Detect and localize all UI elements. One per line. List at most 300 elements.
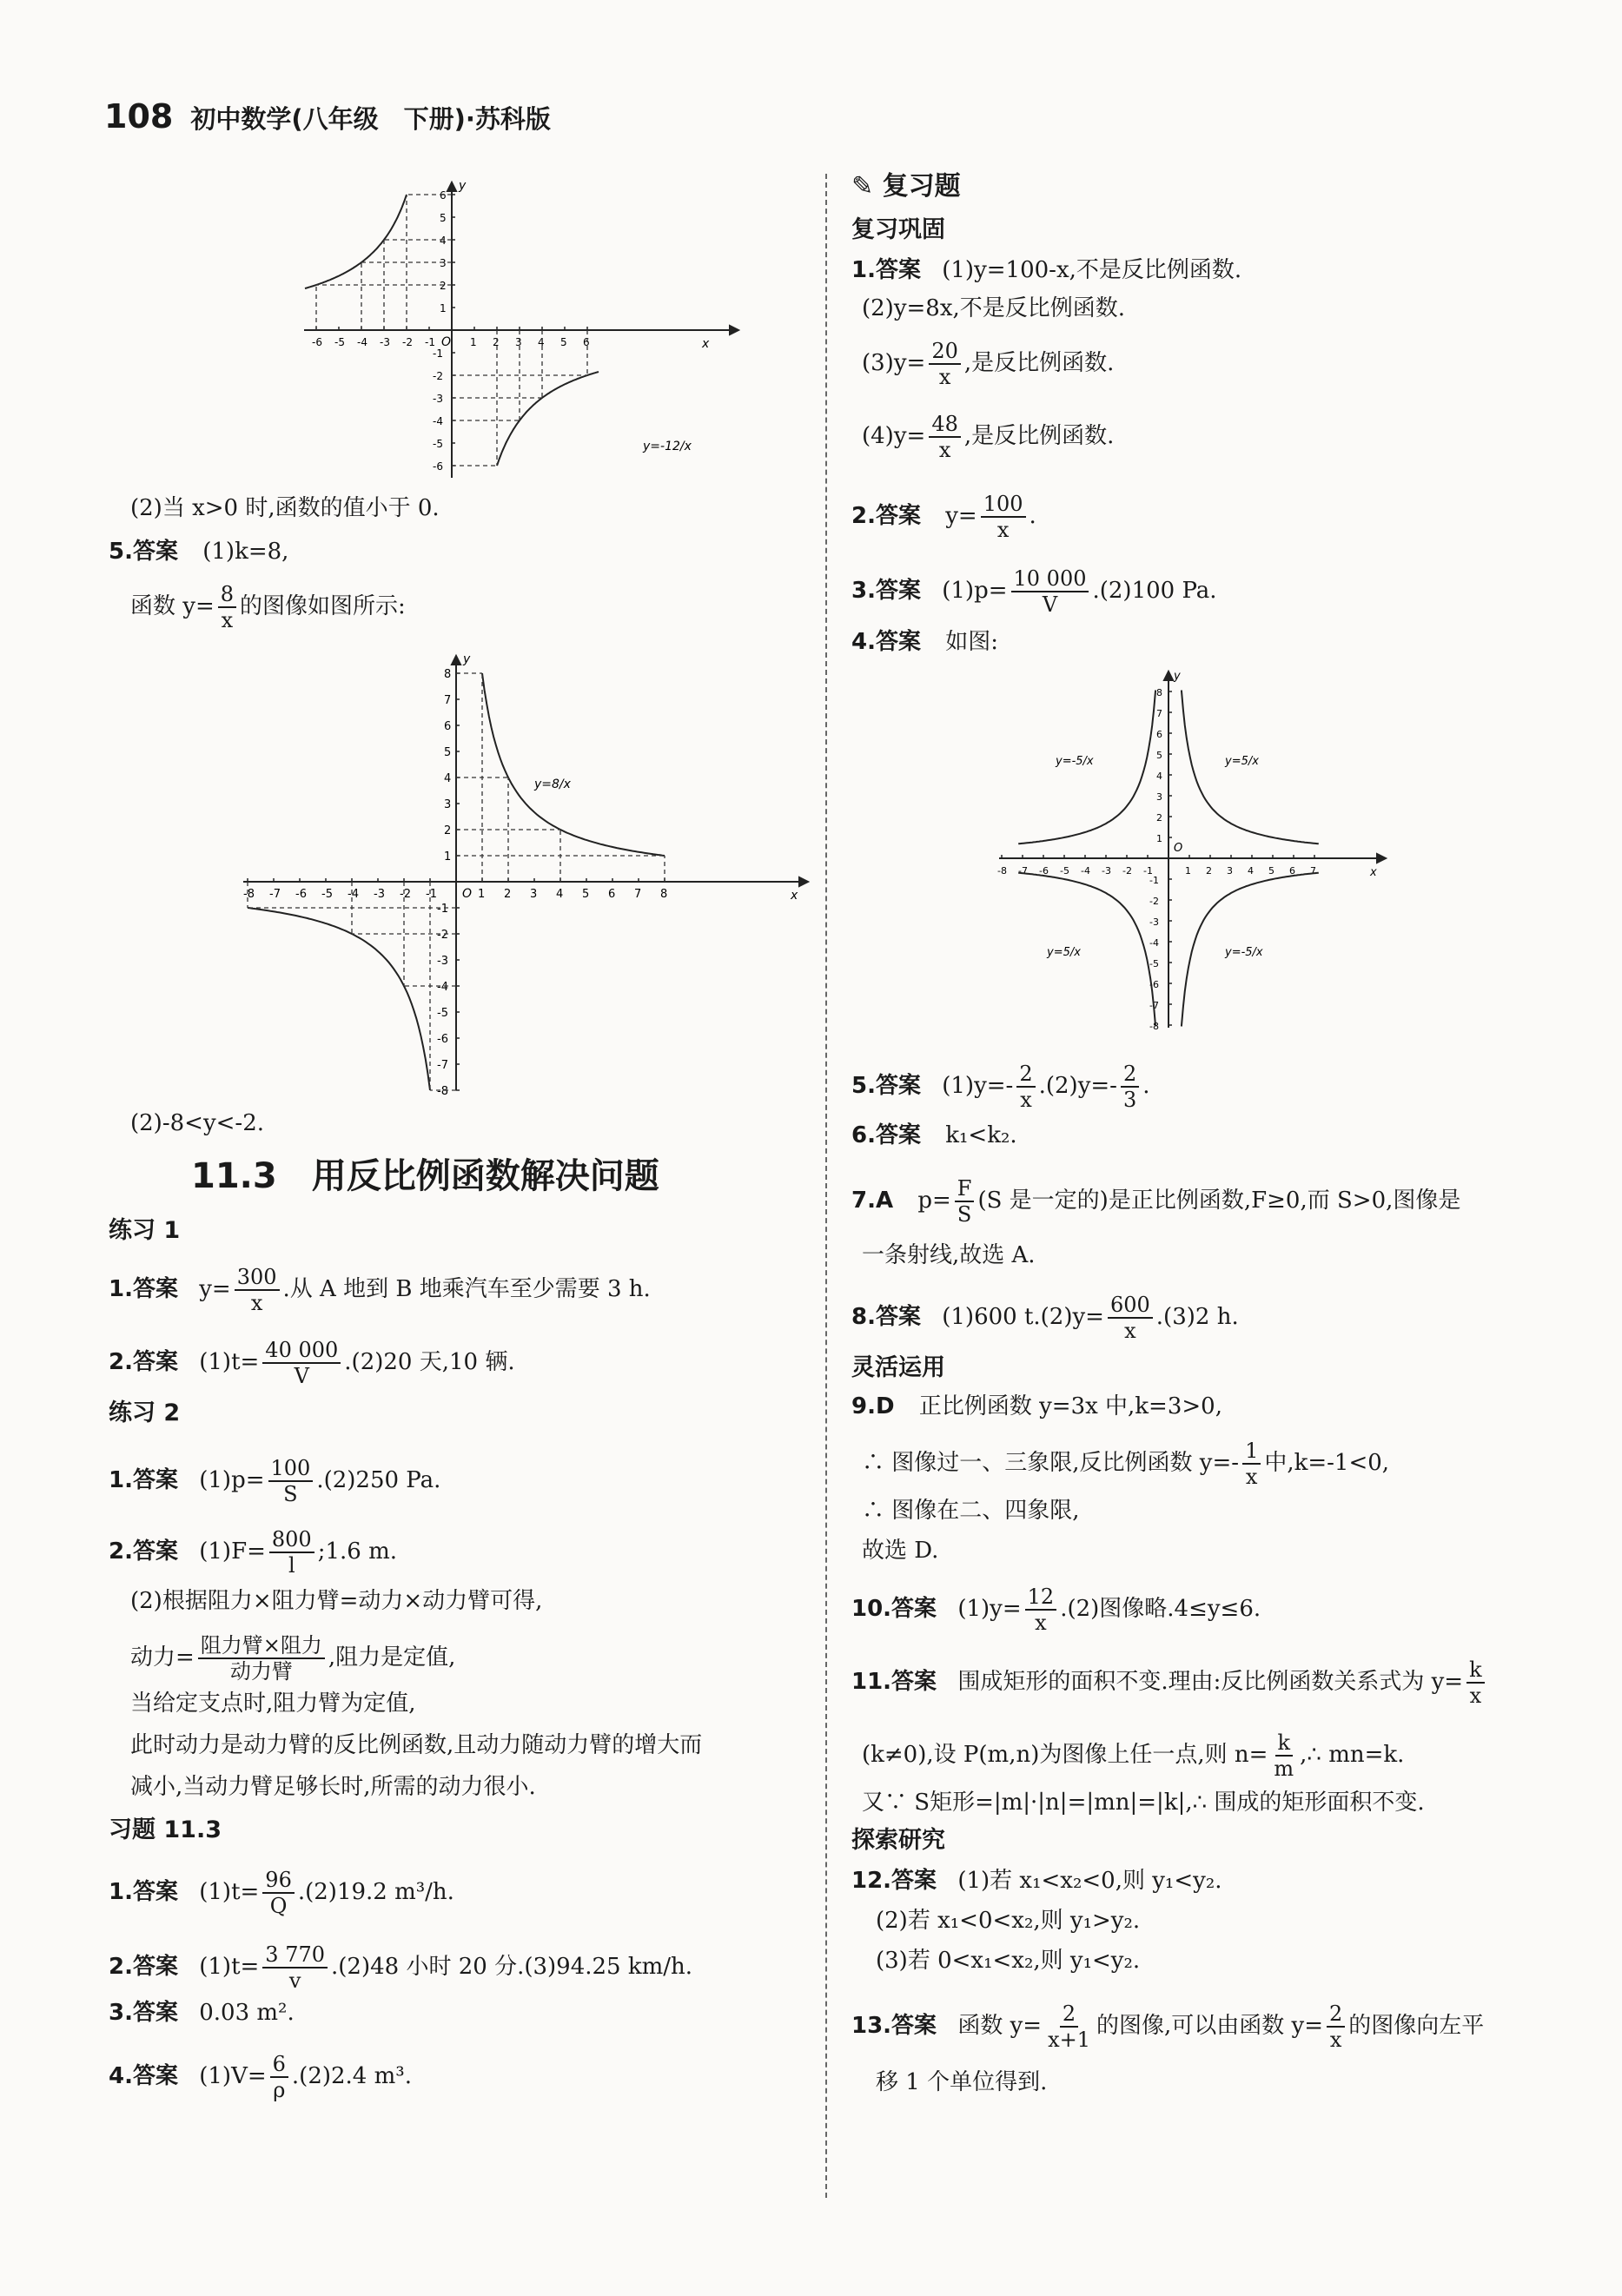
fraction: [955, 1176, 975, 1227]
ex2-line-5: 当给定支点时,阻力臂为定值,: [130, 1691, 416, 1717]
fraction: [262, 1942, 328, 1993]
review-answer-11-3: 又∵ S矩形=|m|·|n|=|mn|=|k|,∴ 围成的矩形面积不变.: [862, 1790, 1425, 1816]
text: y=: [199, 1276, 231, 1302]
graph-y-pm5-over-x: [995, 667, 1394, 1032]
x-tick-label: -4: [357, 336, 367, 348]
review-subheading-3: 探索研究: [851, 1827, 945, 1854]
x-tick-label: 4: [538, 336, 545, 348]
x-tick-label: 7: [634, 888, 642, 901]
label: 1.答案: [109, 1879, 178, 1905]
review-title: 复习题: [882, 171, 961, 202]
hw-answer-2: [109, 1942, 692, 1993]
den: x: [996, 518, 1010, 542]
x-tick-label: -6: [312, 336, 322, 348]
x-tick-label: -6: [295, 888, 307, 901]
den: x: [1469, 1684, 1482, 1708]
text: .(2)2.4 m³.: [291, 2063, 412, 2089]
x-tick-label: 6: [583, 336, 590, 348]
review-answer-13-2: 移 1 个单位得到.: [876, 2069, 1048, 2095]
text: (3)y=: [862, 350, 926, 376]
x-tick-label: -5: [321, 888, 333, 901]
review-answer-9-2: [862, 1439, 1389, 1489]
text: (k≠0),设 P(m,n)为图像上任一点,则 n=: [862, 1742, 1268, 1768]
fraction: [1025, 1585, 1057, 1635]
graph3-label-q1: y=5/x: [1225, 755, 1259, 768]
review-answer-5: [851, 1062, 1150, 1112]
x-tick-label: -8: [997, 865, 1007, 877]
den: 3: [1122, 1088, 1137, 1112]
num: 2: [1016, 1062, 1035, 1088]
text: (4)y=: [862, 423, 926, 449]
text: 的图像向左平: [1348, 2013, 1485, 2039]
text: (1)y=100-x,不是反比例函数.: [942, 257, 1242, 283]
text: .(2)48 小时 20 分.(3)94.25 km/h.: [331, 1954, 693, 1980]
den: ρ: [273, 2078, 286, 2102]
num: 48: [929, 412, 961, 438]
page-header: [104, 97, 551, 136]
x-tick-label: -5: [1060, 865, 1069, 877]
x-tick-label: 7: [1310, 865, 1316, 877]
text: 函数 y=: [130, 593, 215, 619]
num: 1: [1242, 1439, 1261, 1465]
y-tick-label: -5: [437, 1007, 448, 1020]
fraction: [262, 1338, 341, 1388]
fraction: [270, 2052, 288, 2102]
x-tick-label: 1: [478, 888, 486, 901]
num: 96: [262, 1868, 295, 1894]
x-tick-label: 5: [1268, 865, 1274, 877]
den: x: [250, 1291, 263, 1315]
text: 的图像如图所示:: [240, 593, 406, 619]
label: 1.答案: [851, 257, 921, 283]
fraction: [1016, 1062, 1035, 1112]
text: ,∴ mn=k.: [1300, 1742, 1405, 1768]
x-tick-label: 8: [660, 888, 668, 901]
text: 正比例函数 y=3x 中,k=3>0,: [918, 1393, 1222, 1419]
label: 10.答案: [851, 1596, 937, 1622]
text: .: [1029, 503, 1036, 529]
y-tick-label: 2: [440, 280, 447, 292]
review-answer-1-4: [862, 412, 1114, 462]
y-tick-label: -2: [437, 929, 448, 942]
text: y=: [945, 503, 977, 529]
fraction: [1045, 2002, 1093, 2052]
num: k: [1466, 1657, 1485, 1684]
x-tick-label: -2: [402, 336, 413, 348]
review-answer-9-3: ∴ 图像在二、四象限,: [862, 1498, 1080, 1524]
num: 3 770: [262, 1942, 328, 1968]
x-tick-label: -1: [426, 888, 437, 901]
graph3-y-label: y: [1174, 670, 1181, 683]
x-tick-label: 5: [560, 336, 567, 348]
den: S: [283, 1482, 298, 1506]
den: x: [1124, 1319, 1136, 1343]
den: x: [938, 438, 951, 462]
text: (1)t=: [199, 1879, 260, 1905]
label: 12.答案: [851, 1868, 937, 1894]
y-tick-label: 4: [440, 235, 447, 247]
y-tick-label: -4: [433, 415, 443, 427]
y-tick-label: -5: [433, 438, 443, 450]
num: 阻力臂×阻力: [198, 1633, 325, 1659]
den: x: [938, 365, 951, 389]
y-tick-label: 1: [440, 302, 447, 314]
y-tick-label: -7: [1149, 1000, 1159, 1011]
fraction: [218, 582, 236, 632]
fraction: [929, 339, 961, 389]
y-tick-label: 2: [1156, 812, 1162, 824]
review-subheading-1: 复习巩固: [851, 216, 945, 243]
y-tick-label: -5: [1149, 958, 1159, 969]
y-tick-label: 1: [444, 850, 452, 863]
label: 1.答案: [109, 1276, 178, 1302]
text: (1)F=: [199, 1538, 266, 1565]
den: x: [1329, 2028, 1342, 2052]
review-answer-12-2: (2)若 x₁<0<x₂,则 y₁>y₂.: [876, 1908, 1141, 1934]
review-answer-9: [851, 1392, 1222, 1421]
fraction: [269, 1527, 314, 1578]
y-tick-label: 8: [1156, 687, 1162, 698]
den: m: [1274, 1757, 1294, 1781]
ex1-answer-1: [109, 1265, 651, 1315]
fraction: [1466, 1657, 1485, 1708]
x-tick-label: 3: [1227, 865, 1233, 877]
y-tick-label: 5: [1156, 750, 1162, 761]
graph3-label-q2: y=-5/x: [1056, 755, 1094, 768]
graph1-curve-label: y=-12/x: [643, 440, 692, 453]
review-answer-12-3: (3)若 0<x₁<x₂,则 y₁<y₂.: [876, 1948, 1141, 1974]
label: 3.答案: [851, 578, 921, 604]
text: 如图:: [945, 629, 998, 655]
fraction: [1121, 1062, 1139, 1112]
fraction: [1242, 1439, 1261, 1489]
graph1-curve-left: [305, 195, 407, 288]
text: (1)若 x₁<x₂<0,则 y₁<y₂.: [957, 1868, 1222, 1894]
y-tick-label: 6: [444, 720, 452, 733]
den: 动力臂: [229, 1659, 293, 1684]
y-tick-label: 3: [1156, 791, 1162, 803]
den: x+1: [1048, 2028, 1090, 2052]
exercise-1-heading: 练习 1: [109, 1217, 181, 1244]
ex2-line-6: 此时动力是动力臂的反比例函数,且动力随动力臂的增大而: [130, 1732, 703, 1758]
den: x: [1245, 1465, 1258, 1489]
label: 7.A: [851, 1188, 894, 1214]
den: x: [1020, 1088, 1032, 1112]
x-tick-label: 2: [493, 336, 500, 348]
ex2-answer-2: [109, 1527, 397, 1578]
text: (1)y=-: [942, 1073, 1014, 1099]
x-tick-label: 1: [470, 336, 477, 348]
y-tick-label: 2: [444, 824, 452, 837]
x-tick-label: -8: [243, 888, 255, 901]
review-subheading-2: 灵活运用: [851, 1354, 945, 1381]
x-tick-label: -7: [269, 888, 281, 901]
num: 100: [268, 1456, 314, 1482]
left-line-1: (2)当 x>0 时,函数的值小于 0.: [130, 495, 440, 521]
graph2-curve-q3: [248, 908, 430, 1090]
y-tick-label: 6: [1156, 729, 1162, 740]
x-tick-label: -6: [1039, 865, 1049, 877]
fraction: [235, 1265, 280, 1315]
hw-answer-3: [109, 1998, 295, 2028]
review-answer-12: [851, 1866, 1222, 1896]
den: l: [288, 1553, 295, 1578]
graph3-label-q3: y=5/x: [1047, 946, 1081, 959]
num: 600: [1108, 1293, 1153, 1319]
review-answer-1-3: [862, 339, 1114, 389]
y-tick-label: -8: [437, 1085, 448, 1098]
text: (S 是一定的)是正比例函数,F≥0,而 S>0,图像是: [977, 1188, 1461, 1214]
graph3-origin: O: [1174, 842, 1183, 855]
x-tick-label: -4: [348, 888, 359, 901]
column-divider: [825, 174, 827, 2198]
y-tick-label: -4: [1149, 937, 1159, 949]
review-answer-7: [851, 1176, 1460, 1227]
num: 6: [270, 2052, 288, 2078]
x-tick-label: 3: [515, 336, 522, 348]
label: 4.答案: [851, 629, 921, 655]
answer-5-function-row: [130, 582, 406, 632]
text: .(2)100 Pa.: [1092, 578, 1217, 604]
ex2-answer-1: [109, 1456, 440, 1506]
page-number: 108: [104, 97, 174, 136]
text: 0.03 m².: [199, 2000, 295, 2026]
text: .(2)图像略.4≤y≤6.: [1060, 1596, 1261, 1622]
y-tick-label: 5: [444, 746, 452, 759]
graph3-curve-q3: [1018, 873, 1155, 1027]
homework-heading: 习题 11.3: [109, 1816, 222, 1843]
graph3-label-q4: y=-5/x: [1225, 946, 1263, 959]
y-tick-label: 4: [1156, 771, 1162, 782]
text: (1)V=: [199, 2063, 267, 2089]
label: 5.答案: [851, 1073, 921, 1099]
num: 40 000: [262, 1338, 341, 1364]
ex2-line-4: [130, 1633, 455, 1684]
review-answer-10: [851, 1585, 1261, 1635]
hw-answer-1: [109, 1868, 454, 1918]
review-title-row: [851, 172, 961, 202]
answer-5-label: 5.答案: [109, 539, 178, 565]
label: 3.答案: [109, 2000, 178, 2026]
y-tick-label: -6: [1149, 979, 1159, 990]
fraction: [198, 1633, 325, 1684]
answer-5-text: (1)k=8,: [202, 539, 289, 565]
label: 9.D: [851, 1393, 895, 1419]
y-tick-label: 7: [1156, 708, 1162, 719]
fraction: [262, 1868, 295, 1918]
y-tick-label: 6: [440, 189, 447, 202]
review-answer-6: [851, 1121, 1017, 1150]
x-tick-label: 6: [608, 888, 616, 901]
text: .(2)250 Pa.: [316, 1467, 441, 1493]
review-answer-11: [851, 1657, 1488, 1708]
text: .(2)y=-: [1038, 1073, 1117, 1099]
num: 2: [1121, 1062, 1139, 1088]
review-answer-4: [851, 627, 998, 657]
fraction: [1327, 2002, 1345, 2052]
num: 2: [1327, 2002, 1345, 2028]
y-tick-label: -1: [437, 903, 448, 916]
text: ,是反比例函数.: [963, 350, 1115, 376]
label: 4.答案: [109, 2063, 178, 2089]
fraction: [1011, 566, 1089, 617]
y-tick-label: 1: [1156, 833, 1162, 844]
label: 13.答案: [851, 2013, 937, 2039]
text: .(2)20 天,10 辆.: [344, 1349, 515, 1375]
graph1-x-label: x: [702, 337, 710, 351]
label: 11.答案: [851, 1669, 937, 1695]
x-tick-label: 6: [1289, 865, 1295, 877]
x-tick-label: -3: [380, 336, 390, 348]
num: 8: [218, 582, 236, 608]
fraction: [929, 412, 961, 462]
x-tick-label: 1: [1185, 865, 1191, 877]
y-tick-label: -4: [437, 981, 448, 994]
text: k₁<k₂.: [945, 1122, 1017, 1148]
book-title: 初中数学(八年级 下册)·苏科版: [190, 104, 551, 134]
y-tick-label: -8: [1149, 1021, 1159, 1032]
label: 2.答案: [851, 503, 921, 529]
text: .: [1142, 1073, 1150, 1099]
y-tick-label: -6: [437, 1033, 448, 1046]
answer-5-part2: (2)-8<y<-2.: [130, 1110, 265, 1136]
den: x: [1035, 1611, 1047, 1635]
text: p=: [917, 1188, 951, 1214]
text: .(2)19.2 m³/h.: [297, 1879, 454, 1905]
num: F: [955, 1176, 975, 1202]
num: 10 000: [1011, 566, 1089, 592]
fraction: [1271, 1730, 1296, 1781]
x-tick-label: -3: [1102, 865, 1111, 877]
graph1-curve-right: [497, 372, 599, 466]
den: V: [1042, 592, 1058, 617]
num: 20: [929, 339, 961, 365]
y-tick-label: -3: [1149, 916, 1159, 928]
y-tick-label: 4: [444, 772, 452, 785]
x-tick-label: -3: [374, 888, 385, 901]
den: V: [294, 1364, 309, 1388]
graph3-ticks: [997, 687, 1316, 1032]
num: 100: [981, 492, 1026, 518]
graph3-x-label: x: [1370, 866, 1377, 879]
fraction: [268, 1456, 314, 1506]
y-tick-label: -1: [433, 347, 443, 360]
y-tick-label: -3: [437, 955, 448, 968]
x-tick-label: -7: [1018, 865, 1028, 877]
label: 8.答案: [851, 1304, 921, 1330]
ex1-answer-2: [109, 1338, 515, 1388]
text: (1)p=: [942, 578, 1008, 604]
num: 2: [1060, 2002, 1078, 2028]
hw-answer-4: [109, 2052, 412, 2102]
text: 围成矩形的面积不变.理由:反比例函数关系式为 y=: [957, 1669, 1464, 1695]
y-tick-label: 3: [444, 798, 452, 811]
graph2-x-label: x: [791, 889, 798, 903]
y-tick-label: 8: [444, 668, 452, 681]
x-tick-label: 5: [582, 888, 590, 901]
y-tick-label: 5: [440, 212, 447, 224]
text: ,阻力是定值,: [328, 1644, 456, 1671]
x-tick-label: -2: [1122, 865, 1132, 877]
y-tick-label: -6: [433, 460, 443, 473]
fraction: [981, 492, 1026, 542]
text: ,是反比例函数.: [963, 423, 1115, 449]
label: 2.答案: [109, 1349, 178, 1375]
graph2-origin: O: [462, 887, 473, 901]
x-tick-label: 3: [530, 888, 538, 901]
ex2-line-3: (2)根据阻力×阻力臂=动力×动力臂可得,: [130, 1588, 543, 1614]
graph2-curve-q1: [482, 673, 665, 856]
label: 6.答案: [851, 1122, 921, 1148]
den: x: [221, 608, 234, 632]
graph-y-neg12-over-x: [295, 174, 747, 486]
x-tick-label: -1: [425, 336, 435, 348]
y-tick-label: 3: [440, 257, 447, 269]
review-answer-13: [851, 2002, 1484, 2052]
x-tick-label: 4: [1248, 865, 1254, 877]
text: 函数 y=: [957, 2013, 1043, 2039]
x-tick-label: 2: [504, 888, 512, 901]
y-tick-label: -7: [437, 1059, 448, 1072]
review-answer-2: [851, 492, 1036, 542]
x-tick-label: 2: [1206, 865, 1212, 877]
text: (1)p=: [199, 1467, 265, 1493]
x-tick-label: -5: [334, 336, 345, 348]
graph2-curve-label: y=8/x: [534, 777, 571, 791]
review-answer-7-2: 一条射线,故选 A.: [862, 1242, 1036, 1268]
y-tick-label: -3: [433, 393, 443, 405]
text: 中,k=-1<0,: [1264, 1450, 1390, 1476]
text: (1)t=: [199, 1349, 260, 1375]
review-answer-8: [851, 1293, 1239, 1343]
text: .从 A 地到 B 地乘汽车至少需要 3 h.: [282, 1276, 651, 1302]
review-answer-3: [851, 566, 1217, 617]
text: (1)t=: [199, 1954, 260, 1980]
x-tick-label: -2: [400, 888, 411, 901]
review-answer-1-2: (2)y=8x,不是反比例函数.: [862, 295, 1126, 321]
den: Q: [269, 1894, 288, 1918]
text: ;1.6 m.: [317, 1538, 397, 1565]
text: (1)y=: [957, 1596, 1022, 1622]
y-tick-label: -1: [1149, 875, 1159, 886]
text: .(3)2 h.: [1155, 1304, 1239, 1330]
x-tick-label: -4: [1081, 865, 1090, 877]
text: (1)600 t.(2)y=: [942, 1304, 1104, 1330]
text: 的图像,可以由函数 y=: [1096, 2013, 1324, 2039]
label: 2.答案: [109, 1538, 178, 1565]
y-tick-label: 7: [444, 694, 452, 707]
ex2-line-7: 减小,当动力臂足够长时,所需的动力很小.: [130, 1774, 536, 1800]
answer-5-row: [109, 537, 288, 566]
text: ∴ 图像过一、三象限,反比例函数 y=-: [862, 1450, 1240, 1476]
exercise-2-heading: 练习 2: [109, 1399, 181, 1426]
graph-y-8-over-x: [235, 647, 825, 1099]
graph2-y-label: y: [463, 652, 471, 666]
y-tick-label: -2: [1149, 896, 1159, 907]
y-tick-label: -2: [433, 370, 443, 382]
label: 1.答案: [109, 1467, 178, 1493]
pencil-icon: ✎: [851, 171, 874, 202]
den: v: [288, 1968, 301, 1993]
graph1-y-label: y: [459, 179, 467, 193]
text: 动力=: [130, 1644, 195, 1671]
review-answer-11-2: [862, 1730, 1404, 1781]
num: 12: [1025, 1585, 1057, 1611]
den: S: [957, 1202, 972, 1227]
num: k: [1275, 1730, 1294, 1757]
x-tick-label: -1: [1143, 865, 1153, 877]
review-answer-9-4: 故选 D.: [862, 1538, 939, 1564]
